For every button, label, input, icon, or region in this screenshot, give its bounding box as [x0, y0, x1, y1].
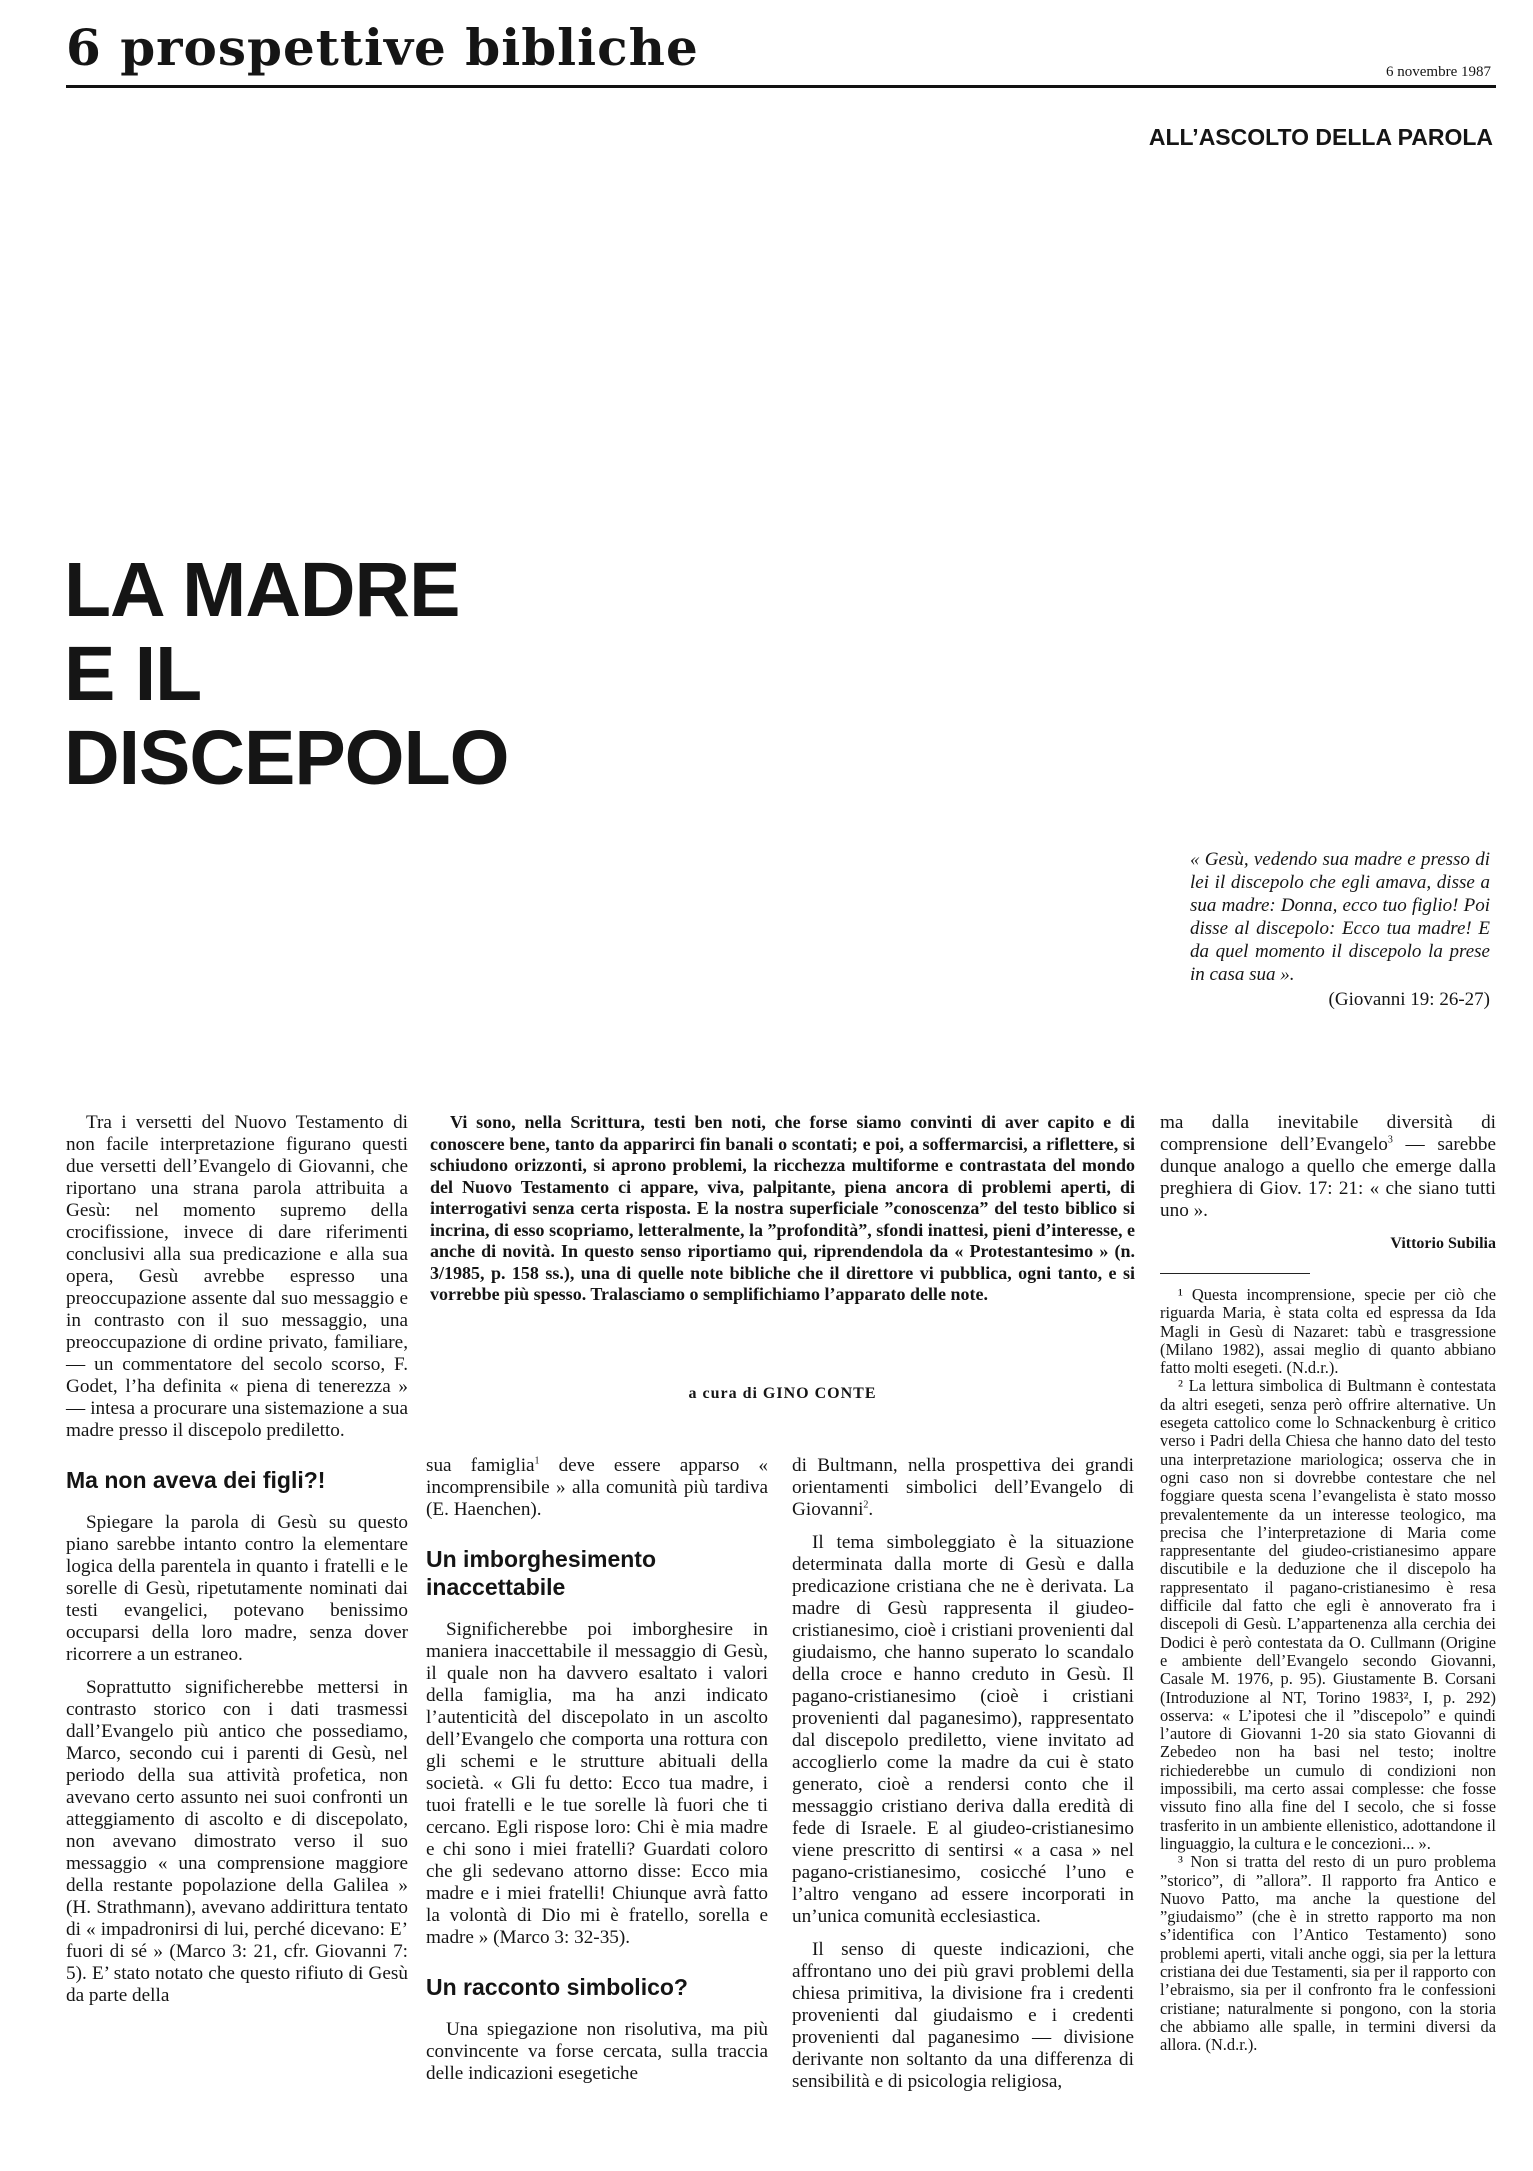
text-run: sua famiglia	[426, 1455, 535, 1476]
text-run: di Bultmann, nella prospettiva dei grandi orientamenti simbolici dell’Evangelo di Giovanni	[792, 1455, 1134, 1520]
column-4	[1160, 1112, 1496, 2054]
epigraph-reference: (Giovanni 19: 26-27)	[1328, 989, 1490, 1010]
footnote: ² La lettura simbolica di Bultmann è contestata da altri esegeti, senza però offrire alternative. Un esegeta cattolico come lo Schnackenburg è critico verso i Padri della Chiesa che hanno dato del testo una interpretazione mariologica; osserva che in ogni caso non si dovrebbe contestare che nel foggiare questa scena l’evangelista è stato mosso prevalentemente da un interesse teologico, ma precisa che l’interpretazione di Maria come rappresentante del giudeo-cristianesimo appare discutibile e la deduzione che il discepolo ha rappresentato il pagano-cristianesimo è resa difficile dal fatto che egli è annoverato fra i discepoli di Gesù. L’appartenenza alla cerchia dei Dodici è però contestata da O. Cullmann (Origine e ambiente dell’Evangelo secondo Giovanni, Casale M. 1976, p. 95). Giustamente B. Corsani (Introduzione al NT, Torino 1983², I, p. 292) osserva: « L’ipotesi che il ”discepolo” e quindi l’autore di Giovanni 1-20 sia stato Giovanni di Zebedeo non ha basi nel testo; inoltre richiederebbe un cumulo di condizioni non impossibili, ma certo assai complesse: che fosse vissuto fino alla fine del I secolo, che si fosse trasferito in un ambiente ellenistico, adottandone il linguaggio, la cultura e le concezioni... ».	[1160, 1376, 1496, 1853]
body-paragraph: Tra i versetti del Nuovo Testamento di non facile interpretazione figurano questi due versetti dell’Evangelo di Giovanni, che riportano una strana parola attribuita a Gesù: nel momento supremo della crocifissione, invece di dare riferimenti conclusivi alla sua predicazione e alla sua opera, Gesù avrebbe espresso una preoccupazione assente dal suo messaggio e in contrasto con il suo messaggio, una preoccupazione di ordine privato, familiare, — un commentatore del secolo scorso, F. Godet, l’ha definita « piena di tenerezza » — intesa a procurare una sistemazione a sua madre presso il discepolo prediletto.	[66, 1112, 408, 1441]
text-run: — sarebbe dunque analogo a quello che emerge dalla preghiera di Giov. 17: 21: « che siano tutti uno ».	[1160, 1134, 1496, 1221]
byline: a cura di GINO CONTE	[688, 1385, 877, 1402]
page-number: 6	[66, 18, 102, 77]
body-paragraph: Il tema simboleggiato è la situazione determinata dalla morte di Gesù e dalla predicazione cristiana che ne è derivata. La madre di Gesù rappresenta il giudeo-cristianesimo, cioè i cristiani provenienti dal giudaismo, che hanno superato lo scandalo della croce e hanno creduto in Gesù. Il pagano-cristianesimo (cioè i cristiani provenienti dal paganesimo), rappresentato dal discepolo prediletto, viene invitato ad accoglierlo come la madre da cui è stato generato, cioè a rendersi conto che il messaggio cristiano deriva dalla eredità di fede di Israele. E al giudeo-cristianesimo viene prescritto di sentirsi « a casa » nel pagano-cristianesimo, cosicché l’uno e l’altro vengano ad essere incorporati in un’unica comunità ecclesiastica.	[792, 1532, 1134, 1927]
footnote: ¹ Questa incomprensione, specie per ciò che riguarda Maria, è stata colta ed espressa da Ida Magli in Gesù di Nazaret: tabù e trasgressione (Milano 1982), assai meglio di quanto abbiano fatto molti esegeti. (N.d.r.).	[1160, 1285, 1496, 1378]
column-2	[426, 1455, 768, 2096]
author-signature: Vittorio Subilia	[1390, 1235, 1496, 1252]
article-intro: Vi sono, nella Scrittura, testi ben noti, che forse siamo convinti di aver capito e di conoscere bene, tanto da apparirci fin banali o scontati; e poi, a soffermarcisi, a riflettere, si schiudono orizzonti, si aprono problemi, la ricchezza multiforme e contrastata del mondo del Nuovo Testamento ci appare, viva, palpitante, piena ancora di problemi aperti, di interrogativi senza certa risposta. E la nostra superficiale ”conoscenza” del testo biblico si incrina, di esso scopriamo, letteralmente, la ”profondità”, sfondi inattesi, pieni d’interesse, e anche di novità. In questo senso riportiamo qui, riprendendola da « Protestantesimo » (n. 3/1985, p. 158 ss.), una di quelle note bibliche che il direttore vi pubblica, ogni tanto, e si vorrebbe più spesso. Tralasciamo o semplifichiamo l’apparato delle note.	[430, 1112, 1135, 1304]
column-1	[66, 1112, 408, 2018]
masthead	[66, 18, 699, 77]
footnote-ref: 1	[534, 1455, 540, 1467]
publication-title: prospettive bibliche	[120, 18, 699, 77]
footnote-ref: 2	[863, 1499, 869, 1511]
text-run: ma dalla inevitabile diversità di comprensione dell’Evangelo	[1160, 1112, 1496, 1155]
body-paragraph: Una spiegazione non risolutiva, ma più convincente va forse cercata, sulla traccia delle indicazioni esegetiche	[426, 2019, 768, 2084]
footnote: ³ Non si tratta del resto di un puro problema ”storico”, di ”allora”. Il rapporto fra Antico e Nuovo Patto, ma anche la questione del ”giudaismo” (che è in stretto rapporto ma non s’identifica con l’Antico Testamento) sono problemi aperti, vitali anche oggi, sia per la lettura cristiana dei due Testamenti, sia per il rapporto con l’ebraismo, sia per il confronto fra le confessioni cristiane; naturalmente si pongono, con la storia che abbiamo alle spalle, in termini diversi da allora. (N.d.r.).	[1160, 1852, 1496, 2055]
section-title: ALL’ASCOLTO DELLA PAROLA	[1148, 124, 1493, 150]
footnote-rule	[1160, 1273, 1310, 1274]
body-paragraph	[426, 1455, 768, 1521]
headline-line: LA MADRE	[64, 547, 460, 633]
footnote-ref: 3	[1387, 1134, 1393, 1146]
body-paragraph: Soprattutto significherebbe mettersi in contrasto storico con i dati trasmessi dall’Evangelo più antico che possediamo, Marco, secondo cui i parenti di Gesù, nel periodo della sua attività profetica, non avevano certo assunto nei suoi confronti un atteggiamento di ascolto e di discepolato, non avevano dimostrato verso il suo messaggio « una comprensione maggiore della restante popolazione della Galilea » (H. Strathmann), avevano addirittura tentato di « impadronirsi di lui, perché dicevano: E’ fuori di sé » (Marco 3: 21, cfr. Giovanni 7: 5). E’ stato notato che questo rifiuto di Gesù da parte della	[66, 1677, 408, 2006]
footnotes	[1160, 1286, 1496, 2054]
body-paragraph: Spiegare la parola di Gesù su questo piano sarebbe intanto contro la elementare logica della parentela in quanto i fratelli e le sorelle di Gesù, ripetutamente nominati dai testi evangelici, potevano benissimo occuparsi della loro madre, senza dover ricorrere a un estraneo.	[66, 1512, 408, 1665]
issue-date: 6 novembre 1987	[1386, 64, 1491, 80]
column-3	[792, 1455, 1134, 2104]
epigraph-quote: « Gesù, vedendo sua madre e presso di lei il discepolo che egli amava, disse a sua madre: Donna, ecco tuo figlio! Poi disse al discepolo: Ecco tua madre! E da quel momento il discepolo la prese in casa sua ».	[1190, 849, 1490, 985]
header-rule	[66, 85, 1496, 88]
epigraph	[1190, 848, 1490, 1011]
text-run: .	[868, 1499, 874, 1520]
body-paragraph: Significherebbe poi imborghesire in maniera inaccettabile il messaggio di Gesù, il quale non ha davvero esaltato i valori della famiglia, ma ha anzi indicato l’autenticità del discepolato in un ascolto dell’Evangelo che comporta una rottura con gli schemi e le strutture abituali della società. « Gli fu detto: Ecco tua madre, i tuoi fratelli e le tue sorelle là fuori che ti cercano. Egli rispose loro: Chi è mia madre e chi sono i miei fratelli? Guardati coloro che gli sedevano attorno disse: Ecco mia madre e i miei fratelli! Chiunque avrà fatto la volontà di Dio mi è fratello, sorella e madre » (Marco 3: 32-35).	[426, 1619, 768, 1948]
headline-line: DISCEPOLO	[64, 715, 509, 801]
body-paragraph: Il senso di queste indicazioni, che affrontano uno dei più gravi problemi della chiesa primitiva, la divisione fra i credenti provenienti dal giudaismo e i credenti provenienti dal paganesimo — divisione derivante non soltanto da una differenza di sensibilità e di psicologia religiosa,	[792, 1939, 1134, 2092]
subheading: Un racconto simbolico?	[426, 1974, 688, 2000]
body-paragraph	[1160, 1112, 1496, 1222]
article-headline	[64, 548, 764, 800]
text-run: deve essere apparso « incomprensibile » alla comunità più tardiva (E. Haenchen).	[426, 1455, 769, 1520]
headline-line: E IL	[64, 631, 202, 717]
subheading: Ma non aveva dei figli?!	[66, 1467, 326, 1493]
body-paragraph	[792, 1455, 1134, 1521]
subheading: Un imborghesimento inaccettabile	[426, 1546, 657, 1600]
